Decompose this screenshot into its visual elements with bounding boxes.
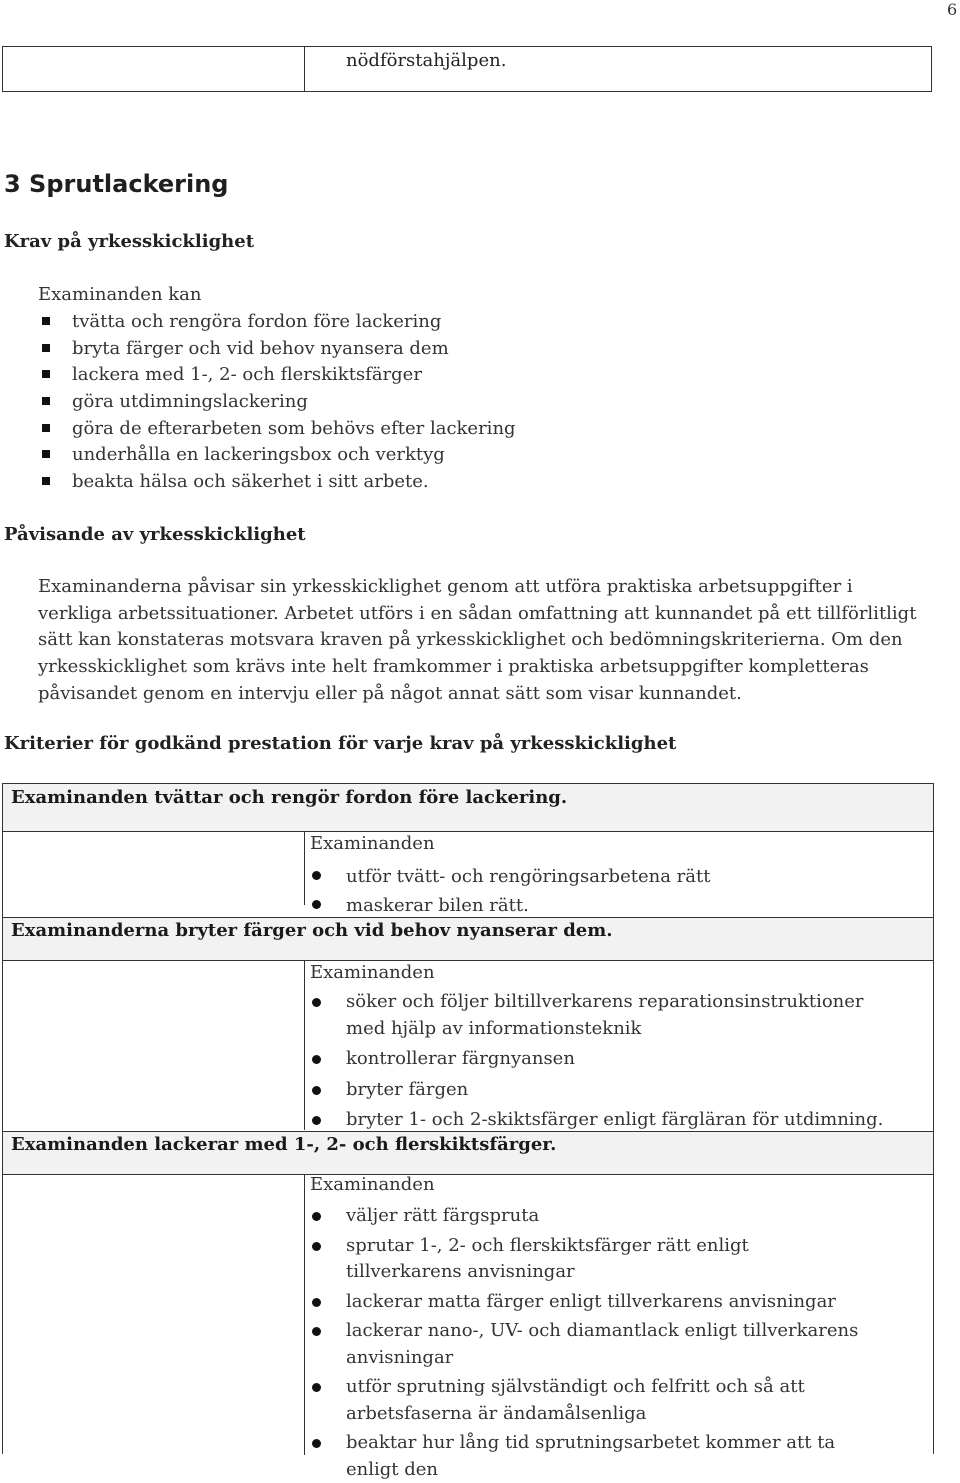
list-item: väljer rätt färgspruta (310, 1203, 870, 1230)
list-item: maskerar bilen rätt. (310, 891, 910, 920)
list-item: lackera med 1-, 2- och flerskiktsfärger (38, 362, 516, 389)
criteria-list (310, 989, 890, 1134)
square-bullet-icon (42, 344, 50, 352)
criteria-list (310, 1203, 870, 1483)
criteria-row-heading: Examinanderna bryter färger och vid behov nyanserar dem. (3, 918, 933, 960)
criteria-row-heading: Examinanden lackerar med 1-, 2- och flerskiktsfärger. (3, 1132, 933, 1174)
criteria-heading: Kriterier för godkänd prestation för varje krav på yrkesskicklighet (4, 733, 677, 754)
list-item: underhålla en lackeringsbox och verktyg (38, 442, 516, 469)
list-item: bryta färger och vid behov nyansera dem (38, 336, 516, 363)
list-item: sprutar 1-, 2- och flerskiktsfärger rätt enligt tillverkarens anvisningar (310, 1233, 870, 1286)
list-item: tvätta och rengöra fordon före lackering (38, 309, 516, 336)
round-bullet-icon (312, 900, 321, 909)
criteria-intro: Examinanden (310, 1174, 435, 1195)
square-bullet-icon (42, 317, 50, 325)
round-bullet-icon (312, 1327, 321, 1336)
round-bullet-icon (312, 1212, 321, 1221)
demonstration-heading: Påvisande av yrkesskicklighet (4, 524, 306, 545)
round-bullet-icon (312, 1055, 321, 1064)
criteria-intro: Examinanden (310, 833, 435, 854)
round-bullet-icon (312, 1086, 321, 1095)
criteria-list (310, 862, 910, 920)
square-bullet-icon (42, 477, 50, 485)
square-bullet-icon (42, 450, 50, 458)
requirements-intro: Examinanden kan (38, 284, 202, 305)
table-divider (3, 960, 933, 961)
square-bullet-icon (42, 424, 50, 432)
criteria-row-heading: Examinanden tvättar och rengör fordon före lackering. (3, 784, 933, 831)
round-bullet-icon (312, 871, 321, 880)
round-bullet-icon (312, 998, 321, 1007)
requirements-list (38, 309, 516, 496)
list-item: beaktar hur lång tid sprutningsarbetet kommer att ta enligt den (310, 1430, 870, 1483)
list-item: bryter 1- och 2-skiktsfärger enligt färgläran för utdimning. (310, 1107, 890, 1134)
round-bullet-icon (312, 1116, 321, 1125)
round-bullet-icon (312, 1242, 321, 1251)
list-item: söker och följer biltillverkarens reparationsinstruktioner med hjälp av informationsteknik (310, 989, 890, 1042)
table-divider (3, 1174, 933, 1175)
criteria-intro: Examinanden (310, 962, 435, 983)
list-item: göra utdimningslackering (38, 389, 516, 416)
table-column-divider (304, 831, 305, 905)
list-item: lackerar nano-, UV- och diamantlack enligt tillverkarens anvisningar (310, 1318, 870, 1371)
square-bullet-icon (42, 370, 50, 378)
criteria-table (2, 783, 934, 1480)
continued-table-row (2, 46, 932, 92)
table-column-divider (304, 47, 305, 91)
list-item: kontrollerar färgnyansen (310, 1046, 890, 1073)
list-item: utför tvätt- och rengöringsarbetena rätt (310, 862, 910, 891)
round-bullet-icon (312, 1383, 321, 1392)
list-item: utför sprutning självständigt och felfritt och så att arbetsfaserna är ändamålsenliga (310, 1374, 870, 1427)
list-item: bryter färgen (310, 1077, 890, 1104)
list-item: beakta hälsa och säkerhet i sitt arbete. (38, 469, 516, 496)
page-number: 6 (947, 0, 958, 19)
table-column-divider (304, 1174, 305, 1455)
list-item: göra de efterarbeten som behövs efter lackering (38, 416, 516, 443)
section-title: 3 Sprutlackering (4, 170, 229, 198)
round-bullet-icon (312, 1439, 321, 1448)
round-bullet-icon (312, 1298, 321, 1307)
list-item: lackerar matta färger enligt tillverkarens anvisningar (310, 1289, 870, 1316)
table-column-divider (304, 960, 305, 1130)
requirements-heading: Krav på yrkesskicklighet (4, 231, 255, 252)
square-bullet-icon (42, 397, 50, 405)
table-divider (3, 831, 933, 832)
demonstration-text: Examinanderna påvisar sin yrkesskicklighet genom att utföra praktiska arbetsuppgifter i verkliga arbetssituationer. Arbetet utförs i en sådan omfattning att kunnandet på ett tillförlitligt sätt kan konstateras motsvara kraven på yrkesskicklighet och bedömningskriterierna. Om den yrkesskicklighet som krävs inte helt framkommer i praktiska arbetsuppgifter kompletteras påvisandet genom en intervju eller på något annat sätt som visar kunnandet. (38, 576, 917, 704)
continued-cell-text: nödförstahjälpen. (346, 50, 507, 71)
